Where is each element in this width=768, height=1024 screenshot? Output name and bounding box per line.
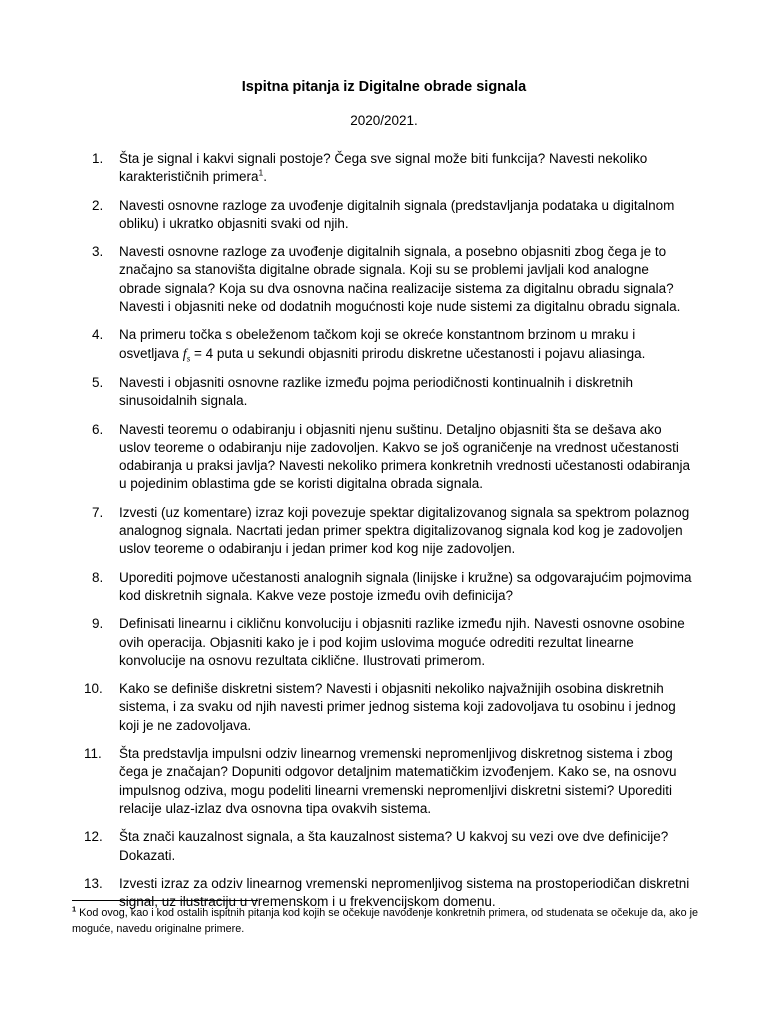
question-number: 3.	[92, 244, 104, 260]
question-item-8	[92, 569, 694, 606]
question-number: 8.	[92, 569, 104, 585]
question-number: 12.	[84, 829, 103, 845]
question-number: 5.	[92, 374, 104, 390]
question-number: 10.	[84, 681, 103, 697]
question-text: Izvesti (uz komentare) izraz koji povezuje spektar digitalizovanog signala sa spektrom polaznog analognog signala. Nacrtati jedan primer spektra digitalizovanog signala kod kog je zadovoljen uslov teoreme o odabiranju i jedan primer kod kog nije zadovoljen.	[119, 504, 690, 557]
footnote-reference[interactable]: 1	[258, 167, 264, 178]
question-text: Na primeru točka s obeleženom tačkom koji se okreće konstantnom brzinom u mraku i osvetljava	[119, 327, 636, 361]
question-item-5	[92, 374, 694, 411]
question-text: Navesti teoremu o odabiranju i objasniti njenu suštinu. Detaljno objasniti šta se dešava ako uslov teoreme o odabiranju nije zadovoljen. Kakvo se još ograničenje na vrednost učestanosti odabiranja u praksi javlja? Navesti nekoliko primera konkretnih vrednosti učestanosti odabiranja u pojedinim oblastima gde se koristi digitalna obrada signala.	[119, 421, 691, 492]
question-text: Šta znači kauzalnost signala, a šta kauzalnost sistema? U kakvoj su vezi ove dve definicije? Dokazati.	[119, 829, 669, 863]
footnote-text: Kod ovog, kao i kod ostalih ispitnih pitanja kod kojih se očekuje navođenje konkretnih primera, od studenata se očekuje da, ako je moguće, navedu originalne primere.	[72, 907, 698, 935]
question-item-9	[92, 615, 694, 670]
academic-year: 2020/2021.	[350, 113, 418, 128]
question-number: 1.	[92, 151, 104, 166]
question-item-6	[92, 421, 694, 494]
question-number: 9.	[92, 616, 104, 632]
question-text: Kako se definiše diskretni sistem? Navesti i objasniti nekoliko najvažnijih osobina diskretnih sistema, i za svaku od njih navesti primer jednog sistema koji zadovoljava tu osobinu i jednog koji je ne zadovoljava.	[119, 681, 676, 733]
question-text: Šta je signal i kakvi signali postoje? Čega sve signal može biti funkcija? Navesti nekoliko karakterističnih primera	[119, 151, 648, 185]
footnote	[72, 905, 712, 937]
question-number: 7.	[92, 504, 104, 520]
question-list	[84, 150, 694, 921]
question-item-1	[92, 150, 694, 187]
footnote-mark: 1	[72, 904, 77, 914]
question-number: 13.	[84, 875, 103, 891]
question-text: Šta predstavlja impulsni odziv linearnog vremenski nepromenljivog diskretnog sistema i zbog čega je značajan? Dopuniti odgovor detaljnim matematičkim izvođenjem. Kako se, na osnovu impulsnog odziva, mogu podeliti linearni vremenski nepromenljivi diskretni sistemi? Uporediti relacije ulaz-izlaz dva osnovna tipa ovakvih sistema.	[119, 746, 677, 816]
question-text: Izvesti izraz za odziv linearnog vremenski nepromenljivog sistema na prostoperiodičan diskretni signal, uz ilustraciju u vremenskom i u frekvencijskom domenu.	[119, 875, 690, 910]
question-text: Definisati linearnu i cikličnu konvoluciju i objasniti razlike između njih. Navesti osnovne osobine ovih operacija. Objasniti kako je i pod kojim uslovima moguće odrediti rezultat linearne konvolucije na osnovu rezultata ciklične. Ilustrovati primerom.	[119, 616, 685, 668]
sampling-frequency-symbol: f	[182, 346, 187, 362]
footnote-divider	[72, 900, 258, 901]
question-text: Navesti osnovne razloge za uvođenje digitalnih signala, a posebno objasniti zbog čega je to značajno sa stanovišta digitalne obrade signala. Koji su se problemi javljali kod analogne obrade signala? Koja su dva osnovna načina realizacije sistema za digitalnu obradu signala? Navesti i objasniti neke od dodatnih mogućnosti koje nude sistemi za digitalnu obradu signala.	[119, 244, 681, 315]
question-text-continued: = 4 puta u sekundi objasniti prirodu diskretne učestanosti i pojavu aliasinga.	[190, 345, 646, 361]
question-item-2	[92, 197, 694, 234]
question-item-7	[92, 504, 694, 559]
question-text: Navesti osnovne razloge za uvođenje digitalnih signala (predstavljanja podataka u digitalnom obliku) i ukratko objasniti svaki od njih.	[119, 197, 675, 231]
question-item-12	[84, 828, 694, 865]
sampling-frequency-subscript: s	[186, 353, 191, 364]
question-item-3	[92, 243, 694, 316]
question-item-11	[84, 745, 694, 818]
question-number: 4.	[92, 327, 104, 343]
question-number: 2.	[92, 197, 104, 213]
question-item-10	[84, 680, 694, 735]
document-title: Ispitna pitanja iz Digitalne obrade signala	[241, 79, 527, 95]
question-text-tail: .	[263, 169, 268, 185]
question-text: Navesti i objasniti osnovne razlike između pojma periodičnosti kontinualnih i diskretnih sinusoidalnih signala.	[119, 374, 634, 409]
question-number: 6.	[92, 421, 104, 437]
question-text: Uporediti pojmove učestanosti analognih signala (linijske i kružne) sa odgovarajućim pojmovima kod diskretnih signala. Kakve veze postoje između ovih definicija?	[119, 569, 692, 603]
question-number: 11.	[84, 746, 102, 762]
question-item-4	[92, 326, 694, 364]
